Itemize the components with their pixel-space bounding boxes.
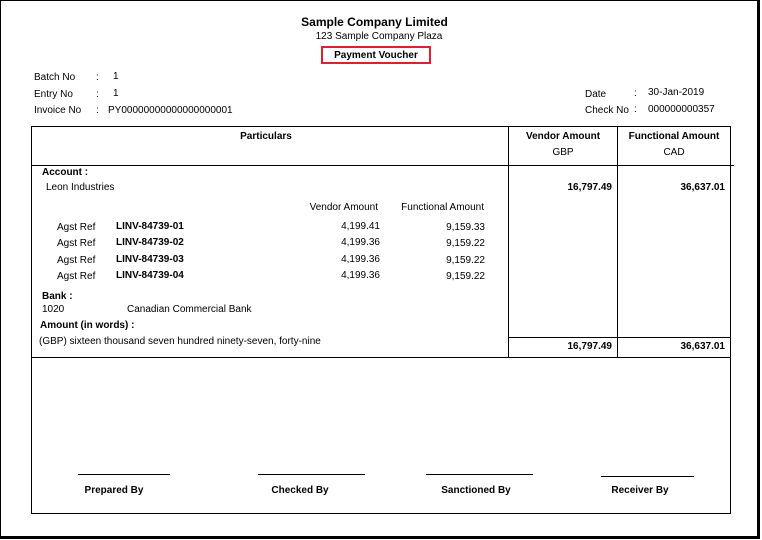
company-address: 123 Sample Company Plaza [315, 31, 443, 42]
sanctioned-by-line [426, 474, 533, 475]
column-divider-functional [617, 126, 618, 358]
functional-amount-header: Functional Amount [628, 131, 720, 142]
ref-type: Agst Ref [57, 271, 96, 282]
bank-code: 1020 [42, 304, 65, 315]
prepared-by-line [78, 474, 170, 475]
account-label: Account : [42, 167, 89, 178]
totals-divider [508, 337, 731, 338]
invoice-no-sep: : [96, 105, 99, 116]
ref-vendor-amount: 4,199.36 [341, 270, 380, 281]
ref-functional-amount: 9,159.22 [446, 238, 485, 249]
column-divider-vendor [508, 126, 509, 358]
entry-no-label: Entry No [34, 89, 73, 100]
date-value: 30-Jan-2019 [648, 87, 705, 98]
checked-by-label: Checked By [271, 485, 329, 496]
ref-type: Agst Ref [57, 238, 96, 249]
check-no-label: Check No [585, 105, 629, 116]
invoice-no-label: Invoice No [34, 105, 82, 116]
table-header-divider [32, 165, 734, 166]
ref-vendor-amount: 4,199.36 [341, 237, 380, 248]
company-name: Sample Company Limited [301, 15, 448, 29]
ref-vendor-amount: 4,199.36 [341, 254, 380, 265]
batch-no-label: Batch No [34, 72, 76, 83]
entry-no-sep: : [96, 89, 99, 100]
receiver-by-label: Receiver By [611, 485, 669, 496]
batch-no-value: 1 [113, 71, 119, 82]
bank-name: Canadian Commercial Bank [127, 304, 252, 315]
check-no-sep: : [634, 104, 637, 115]
ref-functional-header: Functional Amount [401, 202, 484, 213]
voucher-type-title: Payment Voucher [321, 46, 431, 64]
ref-number: LINV-84739-01 [116, 221, 184, 232]
total-vendor-amount: 16,797.49 [567, 341, 612, 352]
bank-label: Bank : [42, 291, 73, 302]
account-name: Leon Industries [46, 182, 115, 193]
receiver-by-line [601, 476, 694, 477]
ref-number: LINV-84739-04 [116, 270, 184, 281]
vendor-currency: GBP [552, 147, 574, 158]
ref-number: LINV-84739-02 [116, 237, 184, 248]
checked-by-line [258, 474, 365, 475]
invoice-no-value: PY00000000000000000001 [108, 105, 233, 116]
ref-type: Agst Ref [57, 255, 96, 266]
check-no-value: 000000000357 [648, 104, 715, 115]
sanctioned-by-label: Sanctioned By [441, 485, 511, 496]
total-functional-amount: 36,637.01 [680, 341, 725, 352]
batch-no-sep: : [96, 72, 99, 83]
ref-vendor-amount: 4,199.41 [341, 221, 380, 232]
functional-currency: CAD [663, 147, 685, 158]
ref-functional-amount: 9,159.22 [446, 255, 485, 266]
ref-vendor-header: Vendor Amount [309, 202, 378, 213]
ref-number: LINV-84739-03 [116, 254, 184, 265]
ref-functional-amount: 9,159.22 [446, 271, 485, 282]
account-vendor-amount: 16,797.49 [567, 182, 612, 193]
prepared-by-label: Prepared By [84, 485, 144, 496]
date-sep: : [634, 88, 637, 99]
account-functional-amount: 36,637.01 [680, 182, 725, 193]
ref-type: Agst Ref [57, 222, 96, 233]
date-label: Date [585, 89, 607, 100]
vendor-amount-header: Vendor Amount [525, 131, 601, 142]
entry-no-value: 1 [113, 88, 119, 99]
ref-functional-amount: 9,159.33 [446, 222, 485, 233]
particulars-header: Particulars [240, 131, 292, 142]
amount-words-text: (GBP) sixteen thousand seven hundred ninety-seven, forty-nine [39, 336, 321, 347]
table-body-bottom [32, 357, 730, 358]
amount-words-label: Amount (in words) : [40, 320, 135, 331]
